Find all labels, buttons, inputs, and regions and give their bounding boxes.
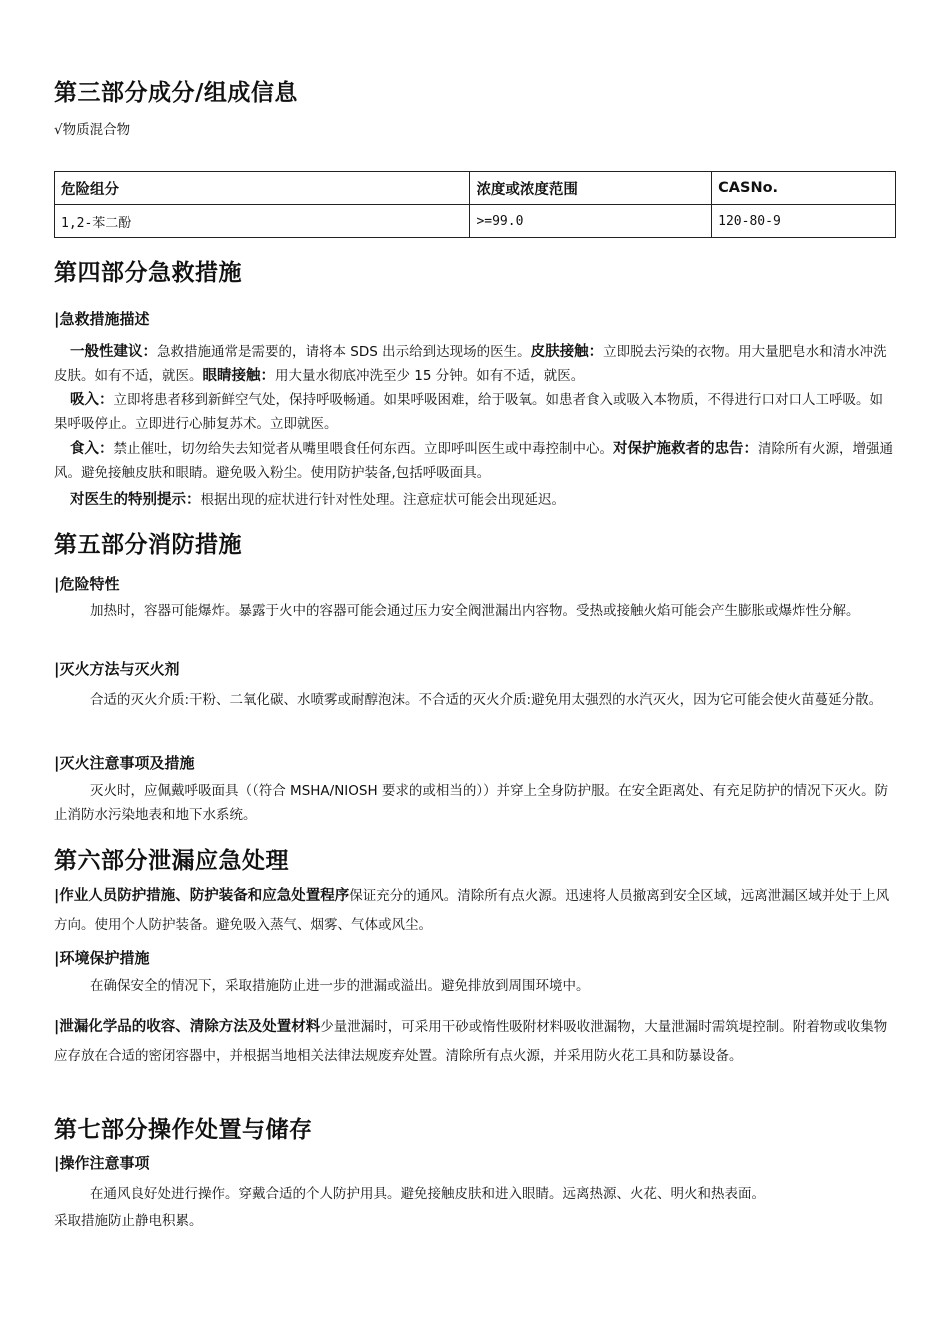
header-cas: CASNo. [712, 172, 896, 205]
firefighting-text: 灭火时，应佩戴呼吸面具（（符合 MSHA/NIOSH 要求的或相当的））并穿上全身防护服。在安全距离处、有充足防护的情况下灭火。防止消防水污染地表和地下水系统。 [54, 783, 889, 823]
environment-text: 在确保安全的情况下，采取措施防止进一步的泄漏或溢出。避免排放到周围环境中。 [90, 978, 590, 994]
section-5-title: 第五部分消防措施 [54, 532, 242, 558]
general-label: 一般性建议： [70, 344, 157, 360]
cell-cas: 120-80-9 [712, 205, 896, 238]
first-aid-para-2 [54, 388, 896, 436]
eye-text: 用大量水彻底冲洗至少 15 分钟。如有不适，就医。 [275, 368, 585, 384]
hazard-subtitle: |危险特性 [54, 575, 120, 593]
inhale-text: 立即将患者移到新鲜空气处，保持呼吸畅通。如果呼吸困难，给于吸氧。如患者食入或吸入本物质，不得进行口对口人工呼吸。如果呼吸停止。立即进行心肺复苏术。立即就医。 [54, 392, 883, 432]
handling-text-line-1: 在通风良好处进行操作。穿戴合适的个人防护用具。避免接触皮肤和进入眼睛。远离热源、火花、明火和热表面。 [90, 1186, 765, 1202]
doctor-label: 对医生的特别提示： [70, 492, 201, 508]
hazard-text: 加热时，容器可能爆炸。暴露于火中的容器可能会通过压力安全阀泄漏出内容物。受热或接触火焰可能会产生膨胀或爆炸性分解。 [90, 603, 860, 619]
eye-label: 眼睛接触： [202, 368, 275, 384]
ingest-label: 食入： [70, 441, 114, 457]
first-aid-para-3 [54, 437, 896, 485]
section-7-title: 第七部分操作处置与储存 [54, 1117, 313, 1143]
substance-type: √物质混合物 [54, 122, 131, 138]
rescuer-label: 对保护施救者的忠告： [613, 441, 758, 457]
skin-text: 立即脱去污染的衣物。用大量肥皂水和清水冲洗皮肤。如有不适，就医。 [54, 344, 887, 384]
inhale-label: 吸入： [70, 392, 114, 408]
composition-table [54, 171, 896, 238]
first-aid-para-4 [70, 488, 565, 512]
personnel-para [54, 882, 896, 940]
cell-component: 1,2-苯二酚 [55, 205, 470, 238]
skin-label: 皮肤接触： [530, 344, 604, 360]
containment-subtitle: |泄漏化学品的收容、清除方法及处置材料 [54, 1019, 321, 1035]
table-header-row [55, 172, 896, 205]
extinguish-subtitle: |灭火方法与灭火剂 [54, 660, 180, 678]
section-3-title: 第三部分成分/组成信息 [54, 80, 298, 106]
header-concentration: 浓度或浓度范围 [470, 172, 712, 205]
doctor-text: 根据出现的症状进行针对性处理。注意症状可能会出现延迟。 [200, 492, 565, 508]
containment-para [54, 1013, 896, 1071]
personnel-subtitle: |作业人员防护措施、防护装备和应急处置程序 [54, 888, 350, 904]
personnel-text: 保证充分的通风。清除所有点火源。迅速将人员撤离到安全区域，远离泄漏区域并处于上风方向。使用个人防护装备。避免吸入蒸气、烟雾、气体或风尘。 [54, 888, 890, 933]
firefighting-subtitle: |灭火注意事项及措施 [54, 754, 195, 772]
first-aid-subtitle: |急救措施描述 [54, 310, 150, 328]
handling-subtitle: |操作注意事项 [54, 1154, 150, 1172]
table-row [55, 205, 896, 238]
environment-subtitle: |环境保护措施 [54, 949, 150, 967]
cell-concentration: >=99.0 [470, 205, 712, 238]
first-aid-para-1 [54, 340, 896, 388]
extinguish-text: 合适的灭火介质:干粉、二氧化碳、水喷雾或耐醇泡沫。不合适的灭火介质:避免用太强烈的水汽灭火，因为它可能会使火苗蔓延分散。 [90, 692, 883, 708]
rescuer-text: 清除所有火源，增强通风。避免接触皮肤和眼睛。避免吸入粉尘。使用防护装备,包括呼吸面具。 [54, 441, 893, 481]
handling-text-line-2: 采取措施防止静电积累。 [54, 1213, 203, 1229]
containment-text: 少量泄漏时，可采用干砂或惰性吸附材料吸收泄漏物，大量泄漏时需筑堤控制。附着物或收集物应存放在合适的密闭容器中，并根据当地相关法律法规废弃处置。清除所有点火源，并采用防火花工具和防暴设备。 [54, 1019, 888, 1064]
header-component: 危险组分 [55, 172, 470, 205]
general-text: 急救措施通常是需要的，请将本 SDS 出示给到达现场的医生。 [157, 344, 531, 360]
section-4-title: 第四部分急救措施 [54, 260, 242, 286]
section-6-title: 第六部分泄漏应急处理 [54, 848, 289, 874]
ingest-text: 禁止催吐，切勿给失去知觉者从嘴里喂食任何东西。立即呼叫医生或中毒控制中心。 [113, 441, 613, 457]
